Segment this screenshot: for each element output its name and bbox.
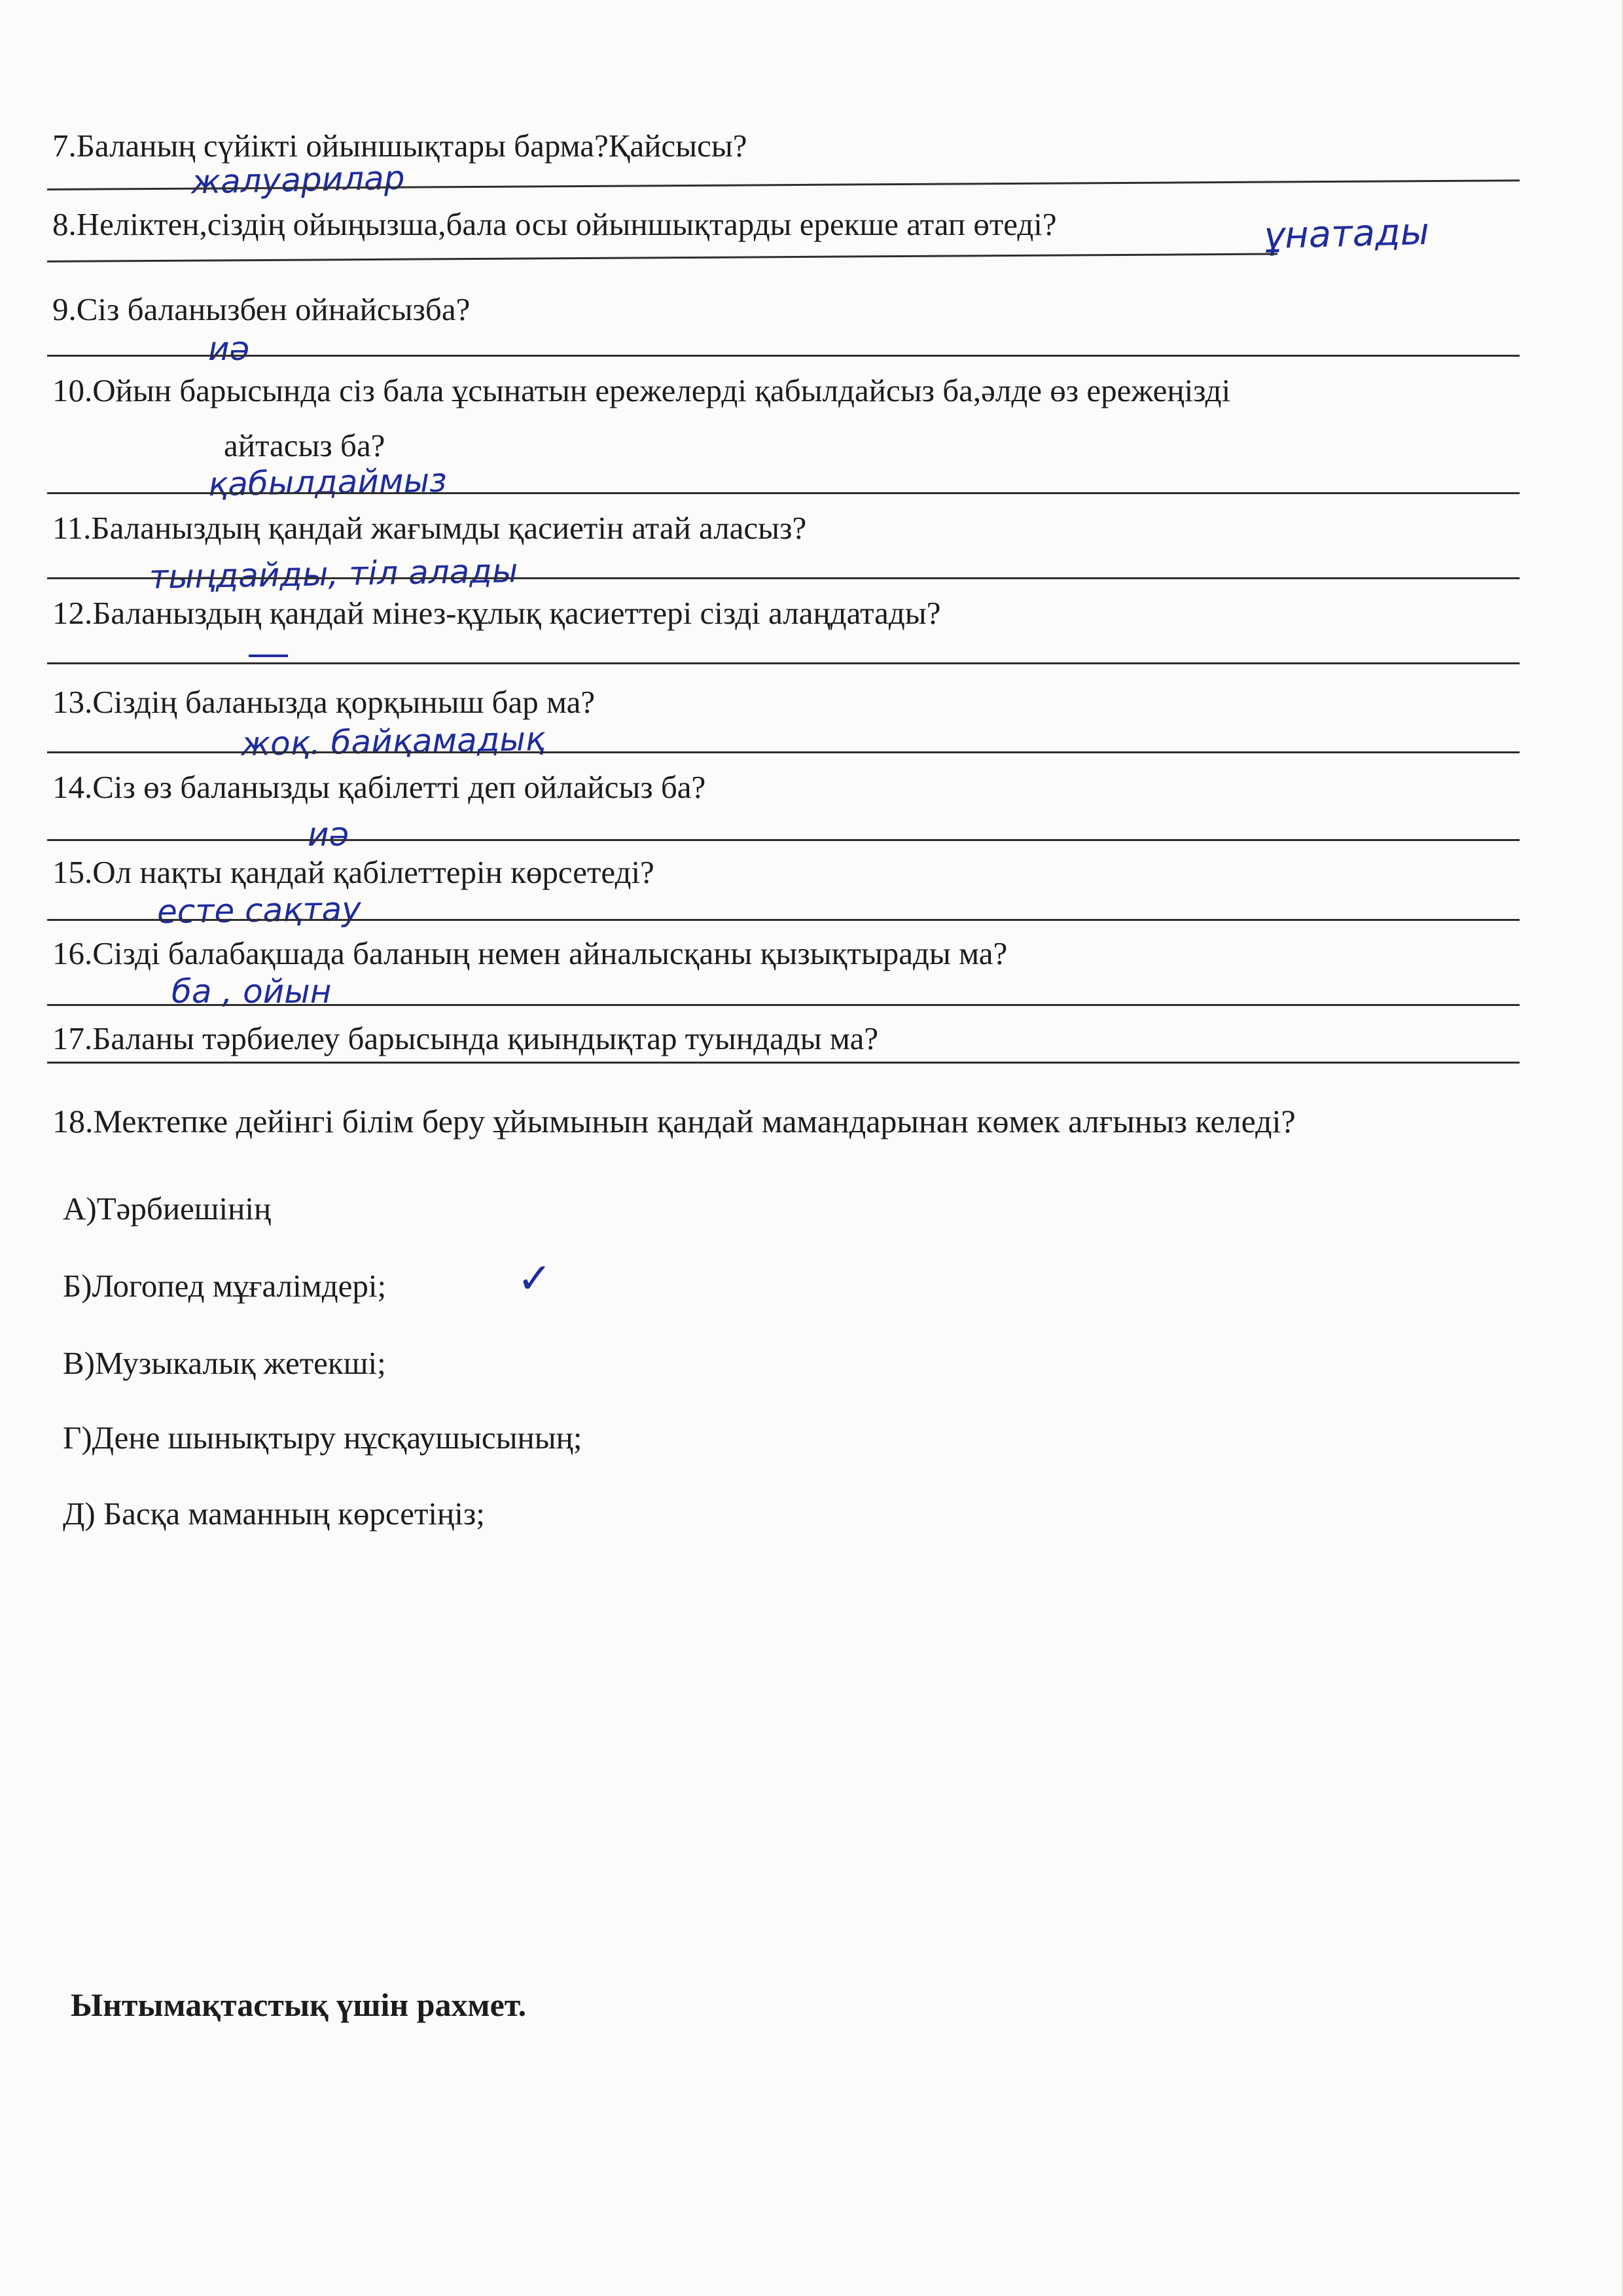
answer-line-16 — [47, 1004, 1520, 1006]
answer-16: ба , ойын — [171, 973, 332, 1011]
answer-12-dash — [249, 655, 288, 657]
scan-edge — [1613, 0, 1623, 2296]
answer-9: иә — [208, 330, 250, 368]
question-10-continued: айтасыз ба? — [224, 427, 385, 463]
question-8: 8.Неліктен,сіздің ойыңызша,бала осы ойыншықтарды ерекше атап өтеді? — [52, 206, 1057, 242]
answer-13: жоқ. байқамадық — [240, 719, 546, 764]
option-d-pe-instructor: Г)Дене шынықтыру нұсқаушысының; — [63, 1420, 582, 1456]
checkmark-icon: ✓ — [517, 1255, 552, 1303]
question-7: 7.Баланың сүйікті ойыншықтары барма?Қайсысы? — [52, 128, 747, 164]
option-a-teacher: А)Тәрбиешінің — [63, 1191, 272, 1227]
question-15: 15.Ол нақты қандай қабілеттерін көрсетеді? — [52, 854, 654, 890]
question-12: 12.Баланыздың қандай мінез-құлық қасиеттері сізді алаңдатады? — [52, 595, 941, 631]
question-10: 10.Ойын барысында сіз бала ұсынатын ережелерді қабылдайсыз ба,әлде өз ережеңізді — [52, 372, 1231, 408]
answer-line-10 — [47, 492, 1520, 494]
question-13: 13.Сіздің баланызда қорқыныш бар ма? — [52, 684, 596, 720]
question-14: 14.Сіз өз баланызды қабілетті деп ойлайсыз ба? — [52, 769, 706, 805]
answer-line-12 — [47, 662, 1520, 664]
answer-14: иә — [308, 816, 349, 853]
thank-you-note: Ынтымақтастық үшін рахмет. — [71, 1986, 527, 2023]
answer-15: есте сақтау — [156, 889, 362, 931]
option-e-other-specialist: Д) Басқа маманның көрсетіңіз; — [63, 1496, 485, 1532]
answer-line-11 — [47, 577, 1520, 579]
answer-line-14 — [47, 839, 1520, 841]
answer-line-17 — [47, 1062, 1520, 1064]
answer-line-13 — [47, 751, 1520, 753]
answer-11: тыңдайды, тіл алады — [149, 552, 518, 596]
answer-7: жалуарилар — [190, 158, 406, 202]
question-9: 9.Сіз баланызбен ойнайсызба? — [52, 291, 471, 327]
answer-line-8 — [47, 253, 1277, 262]
question-11: 11.Баланыздың қандай жағымды қасиетін атай аласыз? — [52, 510, 807, 546]
question-16: 16.Сізді балабақшада баланың немен айналысқаны қызықтырады ма? — [52, 935, 1008, 971]
answer-line-15 — [47, 919, 1520, 921]
answer-10: қабылдаймыз — [207, 461, 448, 504]
question-18: 18.Мектепке дейінгі білім беру ұйымынын қандай мамандарынан көмек алғыныз келеді? — [52, 1103, 1296, 1139]
option-c-music-director: В)Музыкалық жетекші; — [63, 1345, 386, 1381]
question-17: 17.Баланы тәрбиелеу барысында қиындықтар туындады ма? — [52, 1020, 879, 1056]
answer-line-9 — [47, 355, 1520, 357]
answer-8: ұнатады — [1262, 210, 1430, 258]
option-b-speech-therapist: Б)Логопед мұғалімдері; — [63, 1268, 387, 1304]
